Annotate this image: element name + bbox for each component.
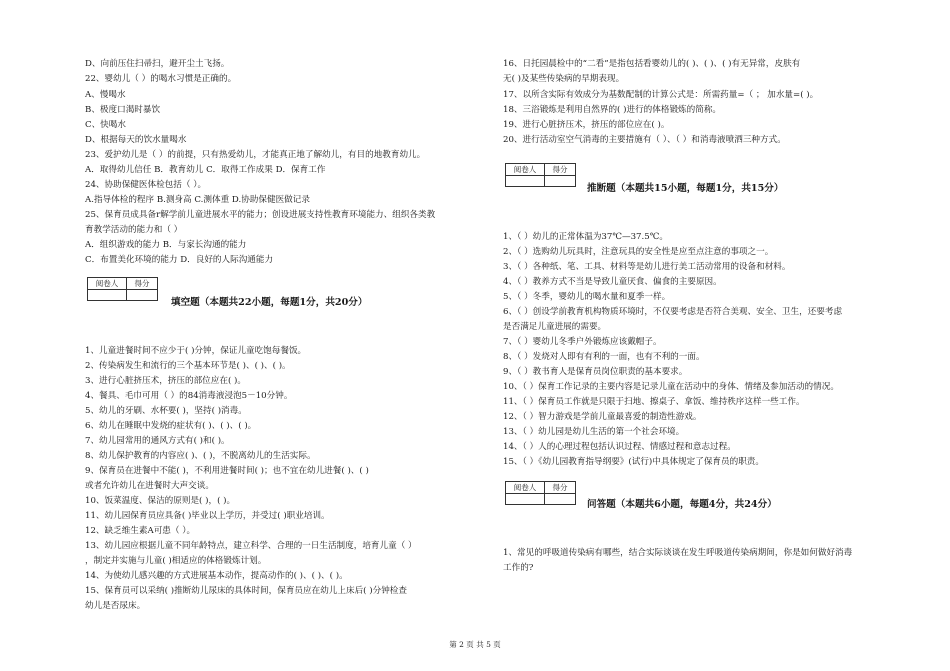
text-line: 12、缺乏维生素A可患（ ）。 — [85, 526, 196, 536]
text-line: 5、（ ）冬季，婴幼儿的喝水量和夏季一样。 — [503, 292, 671, 302]
text-line: 无( )及某些传染病的早期表现。 — [503, 74, 625, 84]
score-cell — [127, 290, 158, 301]
text-line: A．组织游戏的能力 B．与家长沟通的能力 — [85, 240, 247, 250]
text-line: 10、（ ）保育工作记录的主要内容是记录儿童在活动中的身体、情绪及参加活动的情况。 — [503, 382, 839, 392]
text-line: 1、（ ）幼儿的正常体温为37℃—37.5℃。 — [503, 232, 668, 242]
text-line: A．取得幼儿信任 B．教育幼儿 C．取得工作成果 D．保育工作 — [85, 165, 326, 175]
score-box — [505, 481, 576, 505]
section-title-fill: 填空题（本题共22小题，每题1分，共20分） — [171, 297, 368, 308]
text-line: 19、进行心脏挤压术，挤压的部位应在( )。 — [503, 120, 670, 130]
text-line: 是否满足儿童进展的需要。 — [503, 322, 607, 332]
text-line: 4、（ ）教养方式不当是导致儿童厌食、偏食的主要原因。 — [503, 277, 722, 287]
text-line: 14、（ ）人的心理过程包括认识过程、情感过程和意志过程。 — [503, 442, 736, 452]
text-line: 17、以所含实际有效成分为基数配制的计算公式是：所需药量=（ ； 加水量=( )。 — [503, 90, 819, 100]
text-line: 15、保育员可以采纳( )推断幼儿尿床的具体时间，保育员应在幼儿上床后( )分钟检查 — [85, 586, 407, 596]
text-line: 11、（ ）保育员工作就是只限于扫地、擦桌子、拿饭、维持秩序这样一些工作。 — [503, 397, 805, 407]
text-line: 9、（ ）教书育人是保育员岗位职责的基本要求。 — [503, 367, 688, 377]
text-line: 7、幼儿园常用的通风方式有( )和( )。 — [85, 436, 230, 446]
text-line: B、极度口渴时暴饮 — [85, 105, 161, 115]
reviewer-cell — [506, 176, 545, 187]
text-line: 5、幼儿的牙刷、水杯要( )，坚持( )消毒。 — [85, 406, 247, 416]
text-line: 10、饭菜温度、保洁的原则是( )，( )。 — [85, 496, 236, 506]
text-line: 15、（ ）《幼儿园教育指导纲要》(试行)中具体规定了保育员的职责。 — [503, 457, 764, 467]
score-label: 得分 — [545, 164, 576, 176]
section-title-judge: 推断题（本题共15小题，每题1分，共15分） — [587, 183, 784, 194]
score-label: 得分 — [545, 482, 576, 494]
reviewer-cell — [88, 290, 127, 301]
text-line: 2、（ ）选购幼儿玩具时，注意玩具的安全性是应至点注意的事项之一。 — [503, 247, 774, 257]
text-line: D、向前压住扫帚扫，避开尘土飞扬。 — [85, 59, 230, 69]
text-line: 8、（ ）发烧对人即有有利的一面，也有不利的一面。 — [503, 352, 705, 362]
text-line: 24、协助保健医体检包括（ ）。 — [85, 180, 207, 190]
text-line: A.指导体检的程序 B.测身高 C.测体重 D.协助保健医做记录 — [85, 195, 310, 205]
text-line: 12、（ ）智力游戏是学前儿童最喜爱的制造性游戏。 — [503, 412, 702, 422]
text-line: 22、婴幼儿（ ）的喝水习惯是正确的。 — [85, 74, 237, 84]
text-line: 11、幼儿园保育员应具备( )毕业以上学历，并受过( )职业培训。 — [85, 511, 330, 521]
text-line: 4、餐具、毛巾可用（ ）的84消毒液浸泡5－10分钟。 — [85, 391, 293, 401]
text-line: 13、（ ）幼儿园是幼儿生活的第一个社会环境。 — [503, 427, 685, 437]
score-box — [505, 163, 576, 187]
text-line: 6、幼儿在睡眠中发烧的症状有( )、( )、( )。 — [85, 421, 257, 431]
text-line: ，制定并实施与儿童( )相适应的体格锻炼计划。 — [85, 556, 267, 566]
text-line: 18、三浴锻炼是利用自然界的( )进行的体格锻炼的简称。 — [503, 105, 722, 115]
score-cell — [545, 176, 576, 187]
text-line: 工作的? — [503, 563, 534, 573]
score-box — [87, 277, 158, 301]
text-line: 3、（ ）各种纸、笔、工具、材料等是幼儿进行美工活动常用的设备和材料。 — [503, 262, 791, 272]
text-line: 或者允许幼儿在进餐时大声交谈。 — [85, 481, 214, 491]
text-line: C．布置美化环境的能力 D．良好的人际沟通能力 — [85, 255, 274, 265]
reviewer-label: 阅卷人 — [88, 278, 127, 290]
text-line: C、快喝水 — [85, 120, 126, 130]
text-line: 6、（ ）创设学前教育机构物质环境时，不仅要考虑是否符合美观、安全、卫生，还要考虑 — [503, 307, 843, 317]
reviewer-cell — [506, 494, 545, 505]
text-line: A、慢喝水 — [85, 90, 126, 100]
reviewer-label: 阅卷人 — [506, 482, 545, 494]
text-line: 25、保育员成具备r解学前儿童进展水平的能力；创设进展支持性教育环境能力、组织各类教 — [85, 210, 436, 220]
text-line: 幼儿是否尿床。 — [85, 601, 146, 611]
text-line: 1、儿童进餐时间不应少于( )分钟，保证儿童吃饱每餐饭。 — [85, 346, 307, 356]
page-footer: 第 2 页 共 5 页 — [449, 640, 501, 649]
text-line: 1、常见的呼吸道传染病有哪些，结合实际谈谈在发生呼吸道传染病期间，你是如何做好消毒 — [503, 548, 853, 558]
text-line: 7、（ ）婴幼儿冬季户外锻炼应该戴帽子。 — [503, 337, 662, 347]
text-line: 8、幼儿保护教育的内容应( )、( )，不脱离幼儿的生活实际。 — [85, 451, 316, 461]
text-line: 3、进行心脏挤压术，挤压的部位应在( )。 — [85, 376, 246, 386]
text-line: 13、幼儿园应根据儿童不同年龄特点，建立科学、合理的一日生活制度，培育儿童（ ） — [85, 541, 417, 551]
text-line: 育教学活动的能力和（ ） — [85, 225, 183, 235]
score-cell — [545, 494, 576, 505]
text-line: 16、日托园晨检中的“二看”是指包括看婴幼儿的( )、( )、( )有无异常，皮肤有 — [503, 59, 801, 69]
reviewer-label: 阅卷人 — [506, 164, 545, 176]
text-line: 9、保育员在进餐中不能( )，不利用进餐时间( )；也不宜在幼儿进餐( )、( ) — [85, 466, 369, 476]
text-line: 2、传染病发生和流行的三个基本环节是( )、( )、( )。 — [85, 361, 291, 371]
section-title-qa: 问答题（本题共6小题，每题4分，共24分） — [587, 499, 777, 510]
text-line: D、根据每天的饮水量喝水 — [85, 135, 187, 145]
text-line: 14、为使幼儿感兴趣的方式进展基本动作，提高动作的( )、( )、( )。 — [85, 571, 348, 581]
text-line: 20、进行活动室空气消毒的主要措施有（ ）、（ ）和消毒液喷洒三种方式。 — [503, 135, 786, 145]
text-line: 23、爱护幼儿是（ ）的前提，只有热爱幼儿，才能真正地了解幼儿，有目的地教育幼儿。 — [85, 150, 426, 160]
score-label: 得分 — [127, 278, 158, 290]
